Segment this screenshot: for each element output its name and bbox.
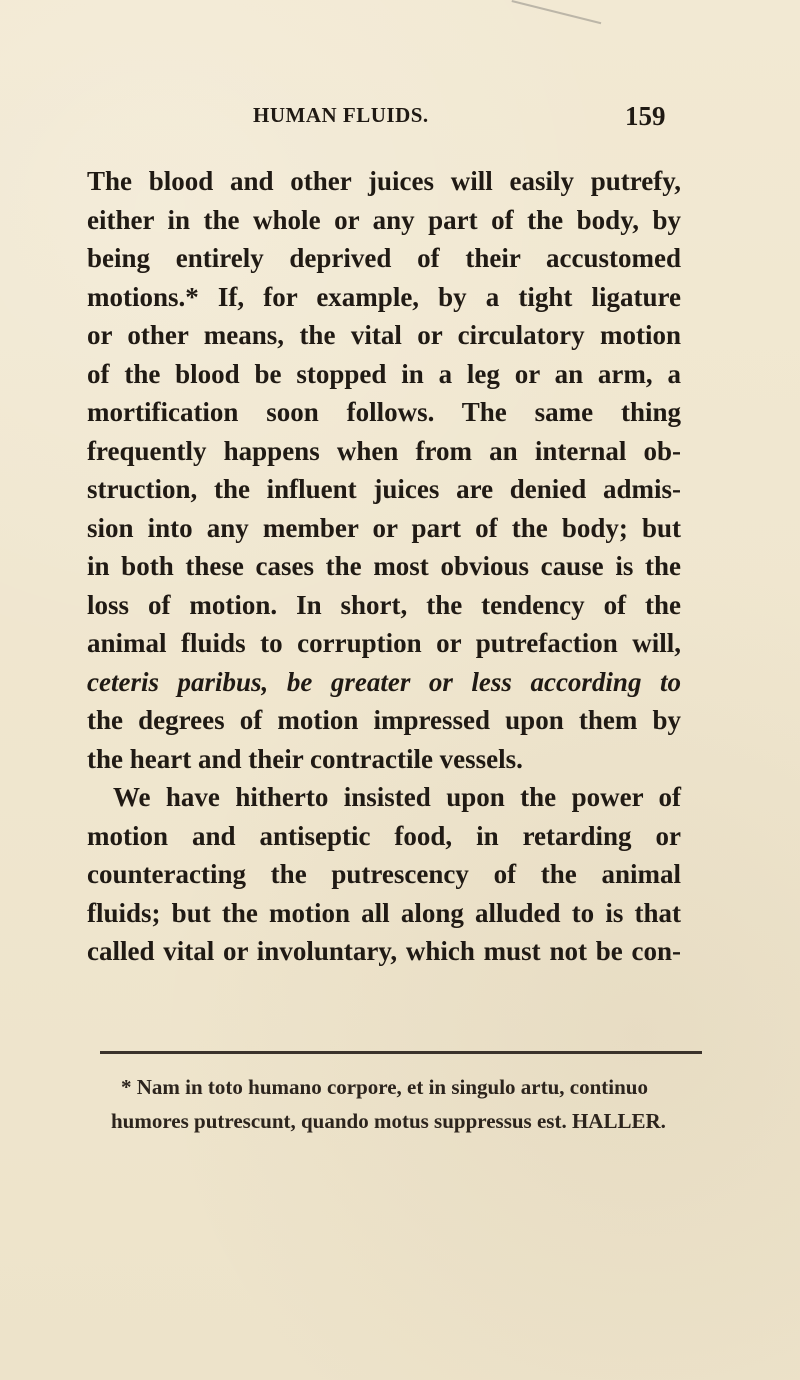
body-line: the degrees of motion impressed upon them by (87, 705, 681, 735)
body-line: in both these cases the most obvious cause is the (87, 551, 681, 581)
body-line: being entirely deprived of their accustomed (87, 243, 681, 273)
body-line: motion and antiseptic food, in retarding or (87, 820, 681, 851)
footnote-line: * Nam in toto humano corpore, et in singulo artu, continuo (121, 1075, 648, 1099)
body-line: mortification soon follows. The same thing (87, 397, 681, 427)
body-line: the heart and their contractile vessels. (87, 743, 523, 774)
body-line: sion into any member or part of the body; but (87, 512, 681, 543)
body-line: The blood and other juices will easily putrefy, (87, 166, 681, 196)
body-line: of the blood be stopped in a leg or an arm, a (87, 358, 681, 389)
body-line: motions.* If, for example, by a tight ligature (87, 281, 681, 312)
main-text-block (87, 162, 681, 971)
footnote-block (111, 1070, 711, 1138)
body-line: ceteris paribus, be greater or less according to (87, 666, 681, 697)
body-line: or other means, the vital or circulatory motion (87, 320, 681, 350)
page-number: 159 (625, 101, 666, 131)
body-line: animal fluids to corruption or putrefaction will, (87, 628, 681, 658)
body-line: frequently happens when from an internal ob- (87, 435, 681, 466)
body-line: counteracting the putrescency of the animal (87, 859, 681, 889)
body-line: called vital or involuntary, which must not be con- (87, 936, 681, 966)
footnote-line: humores putrescunt, quando motus suppressus est. HALLER. (111, 1109, 666, 1133)
body-line: fluids; but the motion all along alluded to is that (87, 897, 681, 928)
running-head: HUMAN FLUIDS. (253, 103, 429, 127)
body-line: struction, the influent juices are denied admis- (87, 474, 681, 504)
body-line: loss of motion. In short, the tendency of the (87, 589, 681, 620)
body-line: We have hitherto insisted upon the power of (113, 782, 681, 812)
top-edge-mark (507, 0, 601, 42)
footnote-divider (100, 1051, 702, 1054)
body-line: either in the whole or any part of the body, by (87, 204, 681, 235)
